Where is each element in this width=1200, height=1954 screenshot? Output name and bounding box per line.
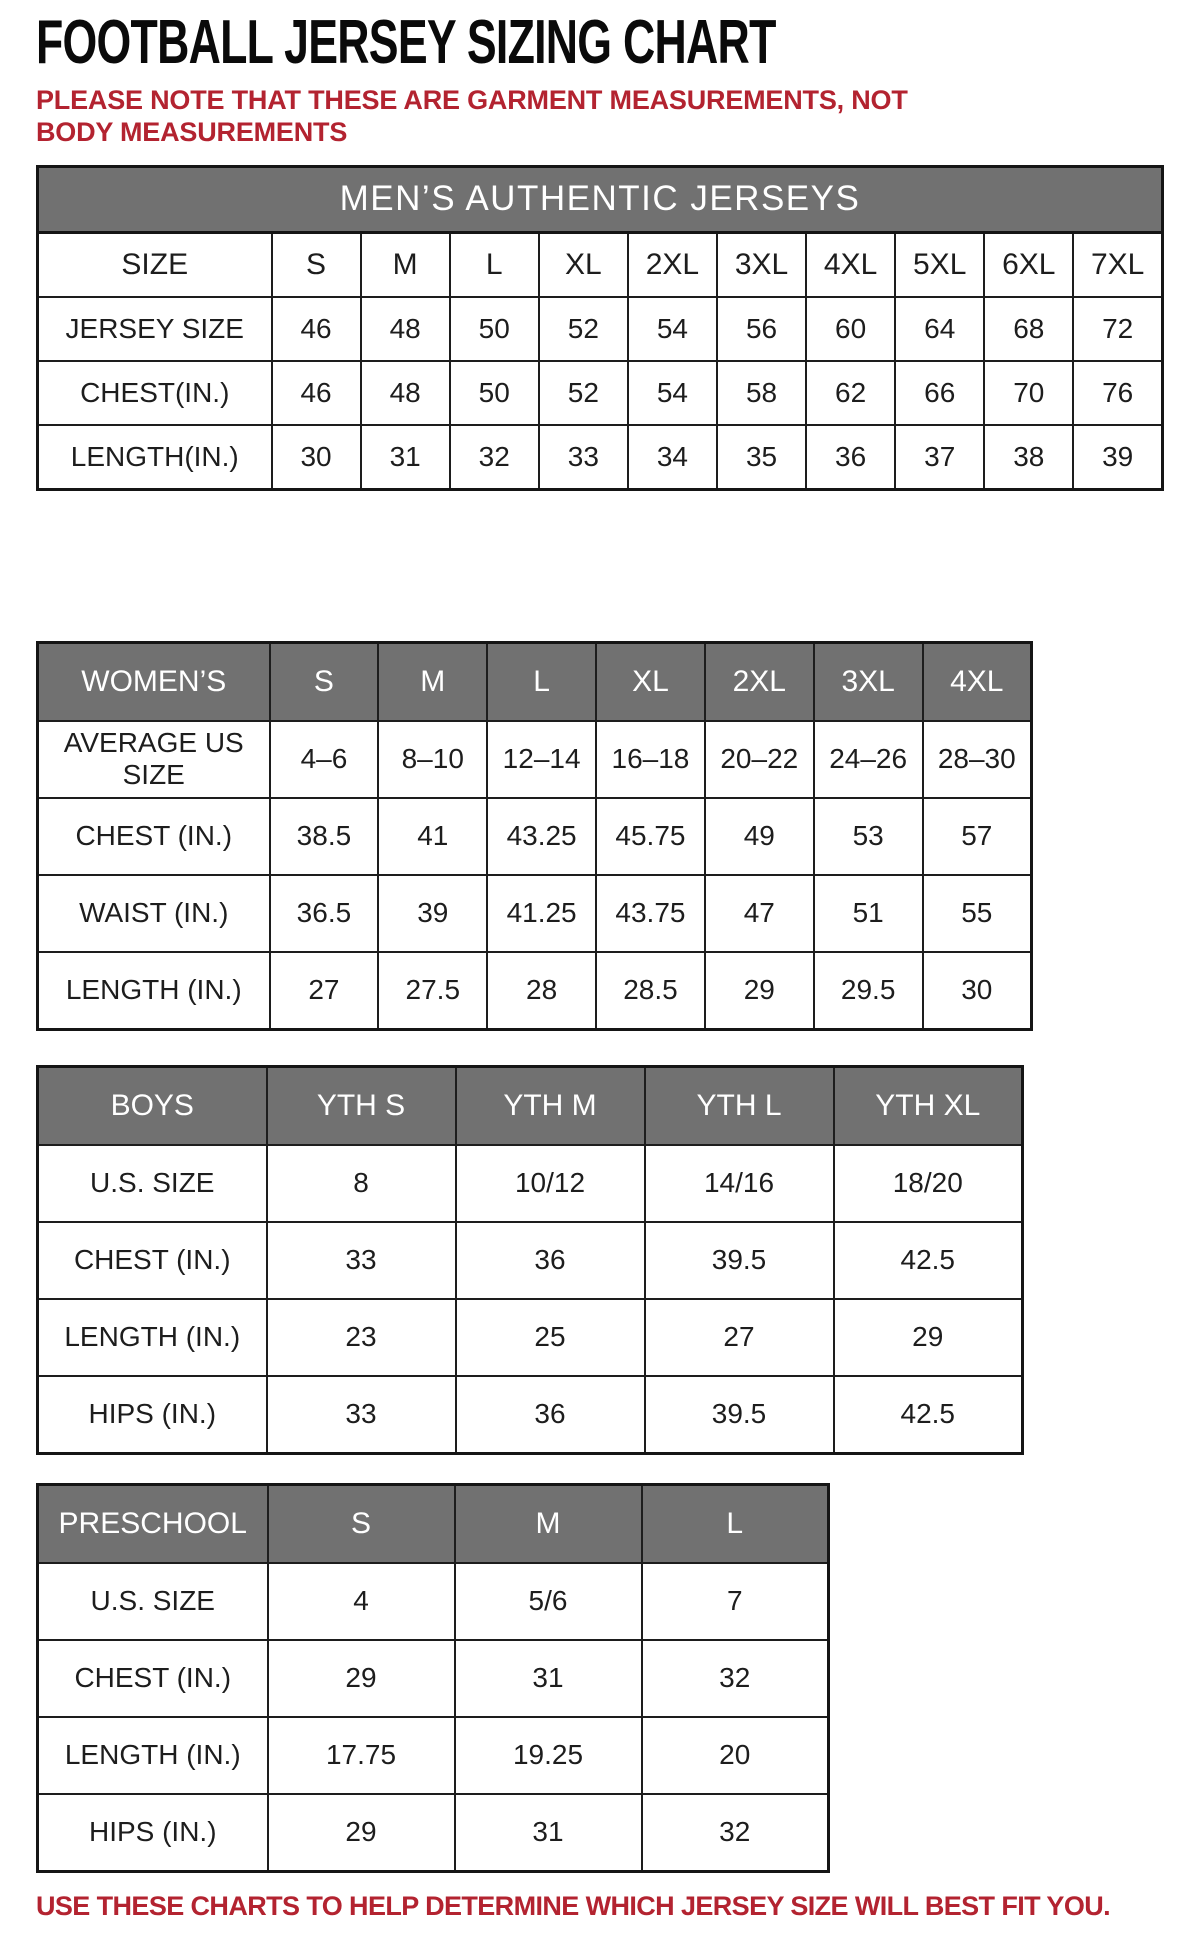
value-cell: 60	[806, 297, 895, 361]
preschool-header-row	[38, 1484, 829, 1563]
value-cell: 33	[539, 425, 628, 490]
value-cell: 47	[705, 875, 814, 952]
value-cell: 19.25	[455, 1717, 642, 1794]
value-cell: 8	[267, 1145, 456, 1222]
mens-banner-row	[38, 166, 1163, 232]
value-cell: 64	[895, 297, 984, 361]
row-label-cell: U.S. SIZE	[38, 1145, 267, 1222]
row-label-cell: CHEST (IN.)	[38, 1222, 267, 1299]
boys-size-header-cell: YTH L	[645, 1066, 834, 1145]
womens-group-header-cell: WOMEN’S	[38, 642, 270, 721]
preschool-size-header-cell: S	[268, 1484, 455, 1563]
value-cell: 52	[539, 361, 628, 425]
value-cell: 27.5	[378, 952, 487, 1030]
value-cell: 33	[267, 1222, 456, 1299]
boys-group-header-cell: BOYS	[38, 1066, 267, 1145]
mens-header-row	[38, 232, 1163, 297]
value-cell: 14/16	[645, 1145, 834, 1222]
value-cell: 39.5	[645, 1222, 834, 1299]
value-cell: 8–10	[378, 721, 487, 798]
value-cell: 66	[895, 361, 984, 425]
value-cell: 39.5	[645, 1376, 834, 1454]
womens-size-header-cell: 4XL	[923, 642, 1032, 721]
row-label-cell: AVERAGE US SIZE	[38, 721, 270, 798]
boys-table	[36, 1065, 1024, 1455]
value-cell: 42.5	[834, 1222, 1023, 1299]
value-cell: 48	[361, 361, 450, 425]
mens-size-header-cell: 2XL	[628, 232, 717, 297]
preschool-data-row	[38, 1563, 829, 1640]
value-cell: 45.75	[596, 798, 705, 875]
womens-data-row	[38, 875, 1032, 952]
value-cell: 31	[361, 425, 450, 490]
preschool-size-header-cell: L	[642, 1484, 829, 1563]
value-cell: 56	[717, 297, 806, 361]
mens-data-row	[38, 297, 1163, 361]
boys-data-row	[38, 1299, 1023, 1376]
mens-size-header-cell: 4XL	[806, 232, 895, 297]
mens-group-header-cell: SIZE	[38, 232, 272, 297]
womens-size-header-cell: S	[270, 642, 379, 721]
value-cell: 32	[450, 425, 539, 490]
mens-size-header-cell: 5XL	[895, 232, 984, 297]
row-label-cell: HIPS (IN.)	[38, 1376, 267, 1454]
page-title: FOOTBALL JERSEY SIZING CHART	[36, 8, 776, 77]
womens-data-row	[38, 721, 1032, 798]
womens-data-row	[38, 952, 1032, 1030]
value-cell: 58	[717, 361, 806, 425]
value-cell: 50	[450, 297, 539, 361]
value-cell: 4	[268, 1563, 455, 1640]
value-cell: 36	[806, 425, 895, 490]
womens-size-header-cell: 2XL	[705, 642, 814, 721]
preschool-group-header-cell: PRESCHOOL	[38, 1484, 268, 1563]
value-cell: 29.5	[814, 952, 923, 1030]
value-cell: 76	[1073, 361, 1162, 425]
preschool-table	[36, 1483, 830, 1873]
value-cell: 29	[834, 1299, 1023, 1376]
row-label-cell: CHEST (IN.)	[38, 798, 270, 875]
mens-size-header-cell: 7XL	[1073, 232, 1162, 297]
row-label-cell: U.S. SIZE	[38, 1563, 268, 1640]
boys-size-header-cell: YTH XL	[834, 1066, 1023, 1145]
value-cell: 28.5	[596, 952, 705, 1030]
value-cell: 25	[456, 1299, 645, 1376]
value-cell: 7	[642, 1563, 829, 1640]
preschool-data-row	[38, 1640, 829, 1717]
value-cell: 36	[456, 1376, 645, 1454]
mens-data-row	[38, 425, 1163, 490]
womens-size-header-cell: L	[487, 642, 596, 721]
value-cell: 37	[895, 425, 984, 490]
boys-data-row	[38, 1222, 1023, 1299]
value-cell: 42.5	[834, 1376, 1023, 1454]
value-cell: 28–30	[923, 721, 1032, 798]
row-label-cell: WAIST (IN.)	[38, 875, 270, 952]
value-cell: 39	[1073, 425, 1162, 490]
value-cell: 20	[642, 1717, 829, 1794]
mens-table	[36, 165, 1164, 491]
boys-size-header-cell: YTH M	[456, 1066, 645, 1145]
mens-size-header-cell: 6XL	[984, 232, 1073, 297]
value-cell: 41.25	[487, 875, 596, 952]
boys-header-row	[38, 1066, 1023, 1145]
value-cell: 43.25	[487, 798, 596, 875]
value-cell: 36	[456, 1222, 645, 1299]
womens-size-header-cell: M	[378, 642, 487, 721]
footer-note: USE THESE CHARTS TO HELP DETERMINE WHICH JERSEY SIZE WILL BEST FIT YOU.	[36, 1890, 1111, 1921]
value-cell: 27	[645, 1299, 834, 1376]
value-cell: 29	[268, 1794, 455, 1872]
value-cell: 32	[642, 1794, 829, 1872]
value-cell: 5/6	[455, 1563, 642, 1640]
boys-table-section	[36, 1065, 1164, 1455]
womens-table-section	[36, 641, 1164, 1031]
value-cell: 39	[378, 875, 487, 952]
value-cell: 38.5	[270, 798, 379, 875]
row-label-cell: HIPS (IN.)	[38, 1794, 268, 1872]
value-cell: 20–22	[705, 721, 814, 798]
preschool-data-row	[38, 1794, 829, 1872]
value-cell: 30	[272, 425, 361, 490]
row-label-cell: LENGTH (IN.)	[38, 1717, 268, 1794]
womens-header-row	[38, 642, 1032, 721]
value-cell: 52	[539, 297, 628, 361]
row-label-cell: CHEST (IN.)	[38, 1640, 268, 1717]
boys-size-header-cell: YTH S	[267, 1066, 456, 1145]
mens-size-header-cell: 3XL	[717, 232, 806, 297]
value-cell: 46	[272, 297, 361, 361]
value-cell: 70	[984, 361, 1073, 425]
value-cell: 43.75	[596, 875, 705, 952]
mens-banner: MEN’S AUTHENTIC JERSEYS	[38, 166, 1163, 232]
value-cell: 29	[705, 952, 814, 1030]
preschool-table-section	[36, 1483, 1164, 1873]
value-cell: 46	[272, 361, 361, 425]
row-label-cell: JERSEY SIZE	[38, 297, 272, 361]
row-label-cell: LENGTH (IN.)	[38, 1299, 267, 1376]
value-cell: 16–18	[596, 721, 705, 798]
mens-size-header-cell: M	[361, 232, 450, 297]
value-cell: 49	[705, 798, 814, 875]
value-cell: 28	[487, 952, 596, 1030]
value-cell: 48	[361, 297, 450, 361]
value-cell: 17.75	[268, 1717, 455, 1794]
row-label-cell: CHEST(IN.)	[38, 361, 272, 425]
value-cell: 27	[270, 952, 379, 1030]
mens-size-header-cell: XL	[539, 232, 628, 297]
value-cell: 33	[267, 1376, 456, 1454]
womens-size-header-cell: XL	[596, 642, 705, 721]
value-cell: 72	[1073, 297, 1162, 361]
value-cell: 41	[378, 798, 487, 875]
value-cell: 51	[814, 875, 923, 952]
womens-table	[36, 641, 1033, 1031]
mens-table-section	[36, 165, 1164, 491]
value-cell: 18/20	[834, 1145, 1023, 1222]
value-cell: 38	[984, 425, 1073, 490]
value-cell: 23	[267, 1299, 456, 1376]
value-cell: 57	[923, 798, 1032, 875]
value-cell: 36.5	[270, 875, 379, 952]
value-cell: 54	[628, 297, 717, 361]
value-cell: 24–26	[814, 721, 923, 798]
boys-data-row	[38, 1376, 1023, 1454]
value-cell: 68	[984, 297, 1073, 361]
preschool-data-row	[38, 1717, 829, 1794]
mens-data-row	[38, 361, 1163, 425]
value-cell: 31	[455, 1794, 642, 1872]
preschool-size-header-cell: M	[455, 1484, 642, 1563]
value-cell: 12–14	[487, 721, 596, 798]
value-cell: 53	[814, 798, 923, 875]
value-cell: 54	[628, 361, 717, 425]
boys-data-row	[38, 1145, 1023, 1222]
garment-measurement-note: PLEASE NOTE THAT THESE ARE GARMENT MEASUREMENTS, NOT BODY MEASUREMENTS	[36, 84, 908, 147]
mens-size-header-cell: S	[272, 232, 361, 297]
value-cell: 50	[450, 361, 539, 425]
row-label-cell: LENGTH (IN.)	[38, 952, 270, 1030]
womens-size-header-cell: 3XL	[814, 642, 923, 721]
value-cell: 10/12	[456, 1145, 645, 1222]
value-cell: 62	[806, 361, 895, 425]
value-cell: 55	[923, 875, 1032, 952]
value-cell: 31	[455, 1640, 642, 1717]
value-cell: 32	[642, 1640, 829, 1717]
mens-size-header-cell: L	[450, 232, 539, 297]
value-cell: 30	[923, 952, 1032, 1030]
womens-data-row	[38, 798, 1032, 875]
value-cell: 29	[268, 1640, 455, 1717]
value-cell: 35	[717, 425, 806, 490]
value-cell: 4–6	[270, 721, 379, 798]
value-cell: 34	[628, 425, 717, 490]
row-label-cell: LENGTH(IN.)	[38, 425, 272, 490]
